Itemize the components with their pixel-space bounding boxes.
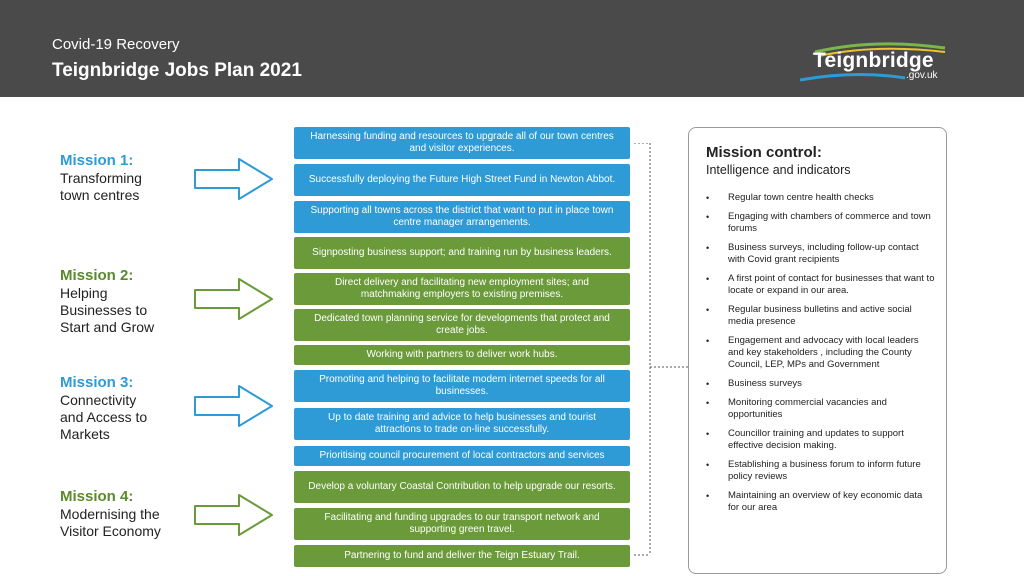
action-box: Dedicated town planning service for developments that protect and create jobs. <box>294 309 630 341</box>
list-item: • Councillor training and updates to support effective decision making. <box>706 428 904 451</box>
action-box: Working with partners to deliver work hubs. <box>294 345 630 365</box>
list-item: • Regular business bulletins and active social media presence <box>706 304 912 327</box>
mission-1 <box>60 152 142 204</box>
mission-2-arrow-icon <box>193 276 275 322</box>
mission-2-title: Mission 2: <box>60 267 134 284</box>
list-item: • Establishing a business forum to inform future policy reviews <box>706 459 921 482</box>
list-item: • A first point of contact for businesses that want to locate or expand in our area. <box>706 273 935 296</box>
mission-3 <box>60 374 147 443</box>
action-box: Direct delivery and facilitating new employment sites; and matchmaking employers to existing premises. <box>294 273 630 305</box>
action-box: Harnessing funding and resources to upgrade all of our town centres and visitor experiences. <box>294 127 630 159</box>
list-item: • Regular town centre health checks <box>706 192 874 203</box>
list-item: • Engaging with chambers of commerce and town forums <box>706 211 931 234</box>
action-box: Promoting and helping to facilitate modern internet speeds for all businesses. <box>294 370 630 402</box>
action-box: Signposting business support; and training run by business leaders. <box>294 237 630 269</box>
action-box: Successfully deploying the Future High Street Fund in Newton Abbot. <box>294 164 630 196</box>
bullet-icon: • <box>706 379 710 389</box>
mission-2 <box>60 267 154 336</box>
mission-2-description: Helping Businesses to Start and Grow <box>60 285 155 335</box>
teignbridge-logo <box>795 40 955 88</box>
action-box: Develop a voluntary Coastal Contribution to help upgrade our resorts. <box>294 471 630 503</box>
mission-4-arrow-icon <box>193 492 275 538</box>
list-item: • Engagement and advocacy with local leaders and key stakeholders , including the County Council, LEP, MPs and Government <box>706 335 919 370</box>
mission-1-description: Transforming town centres <box>60 170 142 203</box>
mission-4 <box>60 488 161 540</box>
bullet-icon: • <box>706 398 710 408</box>
list-item: • Monitoring commercial vacancies and opportunities <box>706 397 887 420</box>
logo-wordmark: Teignbridge <box>813 49 934 72</box>
bullet-icon: • <box>706 193 710 203</box>
bullet-icon: • <box>706 243 710 253</box>
header-subtitle: Covid-19 Recovery <box>52 36 180 53</box>
action-box: Partnering to fund and deliver the Teign Estuary Trail. <box>294 545 630 567</box>
page-title: Teignbridge Jobs Plan 2021 <box>52 60 302 81</box>
action-box: Prioritising council procurement of local contractors and services <box>294 446 630 466</box>
mission-1-title: Mission 1: <box>60 152 134 169</box>
mission-3-title: Mission 3: <box>60 374 134 391</box>
mission-3-description: Connectivity and Access to Markets <box>60 392 148 442</box>
mission-1-arrow-icon <box>193 156 275 202</box>
panel-subheading: Intelligence and indicators <box>706 163 851 177</box>
mission-3-arrow-icon <box>193 383 275 429</box>
action-box: Facilitating and funding upgrades to our transport network and supporting green travel. <box>294 508 630 540</box>
indicator-list <box>706 192 936 521</box>
action-box: Up to date training and advice to help businesses and tourist attractions to trade on-line successfully. <box>294 408 630 440</box>
bullet-icon: • <box>706 429 710 439</box>
logo-domain: .gov.uk <box>906 70 938 81</box>
panel-heading: Mission control: <box>706 144 822 161</box>
header-banner <box>0 0 1024 97</box>
dotted-connector <box>634 143 690 563</box>
list-item: • Maintaining an overview of key economic data for our area <box>706 490 923 513</box>
mission-control-panel <box>688 127 947 574</box>
bullet-icon: • <box>706 336 710 346</box>
list-item: • Business surveys <box>706 378 802 389</box>
bullet-icon: • <box>706 274 710 284</box>
mission-4-description: Modernising the Visitor Economy <box>60 506 161 539</box>
bullet-icon: • <box>706 491 710 501</box>
mission-4-title: Mission 4: <box>60 488 134 505</box>
bullet-icon: • <box>706 212 710 222</box>
action-box: Supporting all towns across the district that want to put in place town centre manager arrangements. <box>294 201 630 233</box>
list-item: • Business surveys, including follow-up contact with Covid grant recipients <box>706 242 919 265</box>
bullet-icon: • <box>706 305 710 315</box>
bullet-icon: • <box>706 460 710 470</box>
